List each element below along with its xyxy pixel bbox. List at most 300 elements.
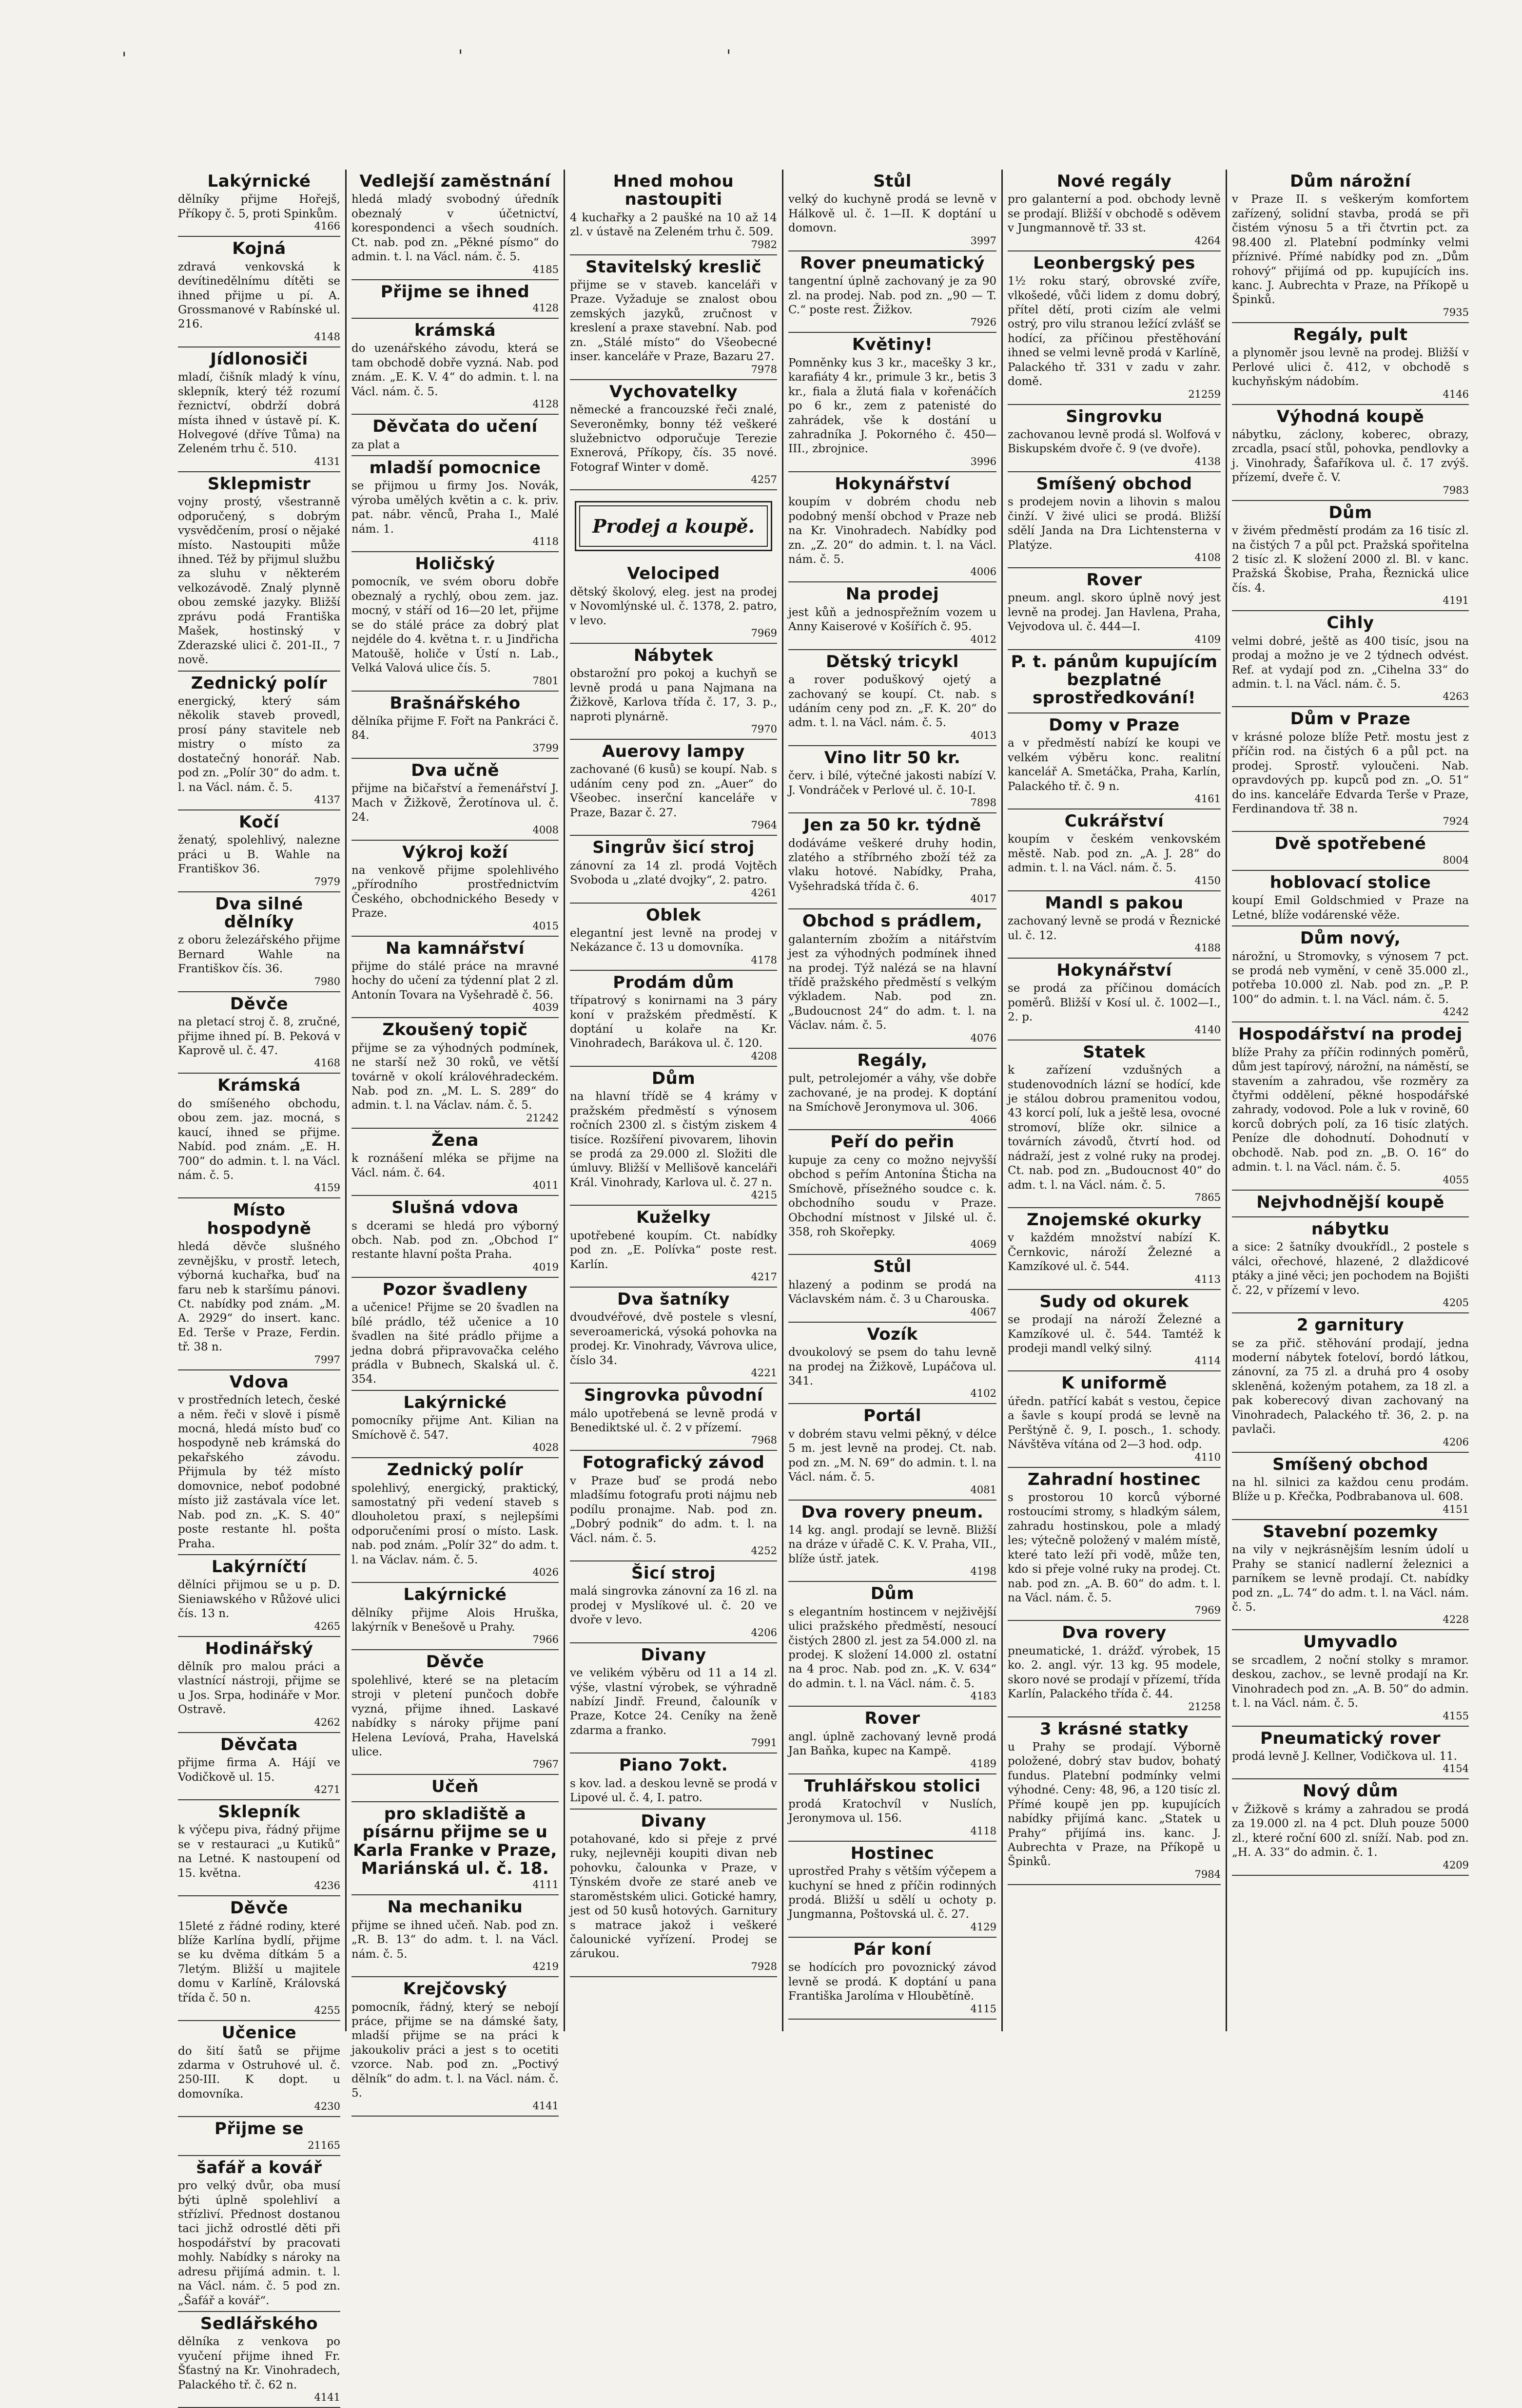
ad-number: 7979 xyxy=(314,875,340,887)
classified-ad xyxy=(351,1391,559,1458)
ad-number: 7983 xyxy=(1443,484,1469,496)
classified-ad xyxy=(1232,1022,1469,1190)
classified-ad xyxy=(178,2021,340,2117)
ad-text: 15leté z řádné rodiny, které blíže Karlína bydlí, přijme se ku dvěma dítkám 5 a 7letým. Bližší u majitele domu v Karlíně, Královská třída č. 50 n. xyxy=(178,1920,340,2004)
ad-heading: Výkroj koží xyxy=(402,842,508,862)
ad-number: 4255 xyxy=(314,2004,340,2017)
ad-number: 4228 xyxy=(1443,1614,1469,1626)
ad-heading: Auerovy lampy xyxy=(602,742,745,762)
ad-heading: Zednický polír xyxy=(191,673,328,693)
ad-number: 4217 xyxy=(751,1271,777,1283)
ad-text: a v předměstí nabízí ke koupi ve velkém výběru konc. realitní kancelář A. Smetáčka, Praha, Karlín, Palackého tř. č. 9 n. xyxy=(1008,737,1221,793)
classified-ad xyxy=(351,1977,559,2116)
ad-number: 4252 xyxy=(751,1545,777,1557)
ad-text: hledá děvče slušného zevnějšku, v prostř. letech, výborná kuchařka, buď na faru neb k staršímu pánovi. Ct. nabídky pod znám. „M. A. 2929“ do insert. kanc. Ed. Terše v Praze, Ferdin. tř. 38 n. xyxy=(178,1240,340,1354)
ad-number: 7865 xyxy=(1194,1192,1221,1204)
classified-ad xyxy=(351,1775,559,1802)
ad-text: úředn. patřící kabát s vestou, čepice a šavle s koupí prodá se levně na Perštýně č. 9, I. posch., 1. schody. Návštěva vítána od 2—3 hod. odp. xyxy=(1008,1395,1221,1451)
classified-ad xyxy=(351,1650,559,1775)
ad-number: 7924 xyxy=(1443,815,1469,828)
classified-ad xyxy=(788,582,996,650)
ad-number: 7969 xyxy=(1194,1604,1221,1617)
ad-text: přijme na bičařství a řemenářství J. Mach v Žižkově, Žerotínova ul. č. 24. xyxy=(351,782,559,824)
classified-ad xyxy=(351,456,559,552)
ad-heading: Dva rovery pneum. xyxy=(801,1502,984,1522)
classified-ad xyxy=(178,170,340,237)
section-banner xyxy=(575,501,772,551)
ad-number: 4208 xyxy=(751,1050,777,1062)
ad-number: 4219 xyxy=(532,1961,559,1973)
ad-number: 4183 xyxy=(970,1690,996,1702)
ad-number: 4131 xyxy=(314,455,340,467)
ad-number: 4039 xyxy=(532,1002,559,1014)
ad-heading: Vedlejší zaměstnání xyxy=(359,172,551,191)
ad-heading: Sedlářského xyxy=(200,2314,318,2334)
classified-ad xyxy=(1232,1630,1469,1726)
ad-heading: Holičský xyxy=(415,554,495,574)
ad-heading: Mandl s pakou xyxy=(1045,893,1184,913)
classified-ad xyxy=(788,251,996,333)
classified-ad xyxy=(351,841,559,937)
classified-ad xyxy=(1232,1453,1469,1520)
ad-number: 4140 xyxy=(1194,1023,1221,1036)
classified-ad xyxy=(1008,1290,1221,1372)
column-3 xyxy=(564,170,782,2031)
classified-ad xyxy=(1008,472,1221,568)
ad-heading: krámská xyxy=(414,320,496,340)
ad-text: v Praze buď se prodá nebo mladšímu fotografu proti nájmu neb podílu pronajme. Nab. pod zn. „Dobrý podnik“ do adm. t. l. na Václ. nám. č. 5. xyxy=(570,1474,777,1545)
classified-ad xyxy=(351,1278,559,1391)
classified-ad xyxy=(788,1582,996,1707)
ad-number: 4209 xyxy=(1443,1859,1469,1871)
ad-heading: Na kamnářství xyxy=(386,938,525,958)
ad-text: prodá Kratochvíl v Nuslích, Jeronymova ul. 156. xyxy=(788,1797,996,1825)
ad-number: 21165 xyxy=(308,2139,340,2151)
ad-text: a učenice! Přijme se 20 švadlen na bílé prádlo, též učenice a 10 švadlen na šité prádlo přijme a jedna dobrá připravovačka celého prádla v Bubnech, Skalská ul. č. 354. xyxy=(351,1301,559,1386)
ad-number: 7801 xyxy=(532,674,559,687)
classified-ad xyxy=(1232,1313,1469,1452)
classified-ad xyxy=(178,237,340,347)
ad-text: zdravá venkovská k devítinedělnímu dítěti se ihned přijme u pí. A. Grossmanové v Rabínské ul. 216. xyxy=(178,260,340,331)
ad-number: 7984 xyxy=(1194,1868,1221,1880)
ad-number: 4264 xyxy=(1194,234,1221,247)
classified-ad xyxy=(788,1501,996,1582)
ad-heading: Dům xyxy=(1328,502,1372,522)
classified-ad xyxy=(178,1198,340,1370)
classified-ad xyxy=(351,692,559,759)
classified-ad xyxy=(570,1288,777,1384)
classified-ad xyxy=(1232,871,1469,926)
ad-heading: Vychovatelky xyxy=(609,382,738,402)
ad-number: 4178 xyxy=(751,954,777,966)
ad-text: s prostorou 10 korců výborné rostoucími stromy, s hladkým sálem, zahradu hostinskou, pole a mladý les; výtečně položený v malém místě, které tato leží při vodě, může ten, kdo si přeje volné ruky na prodej. Ct. nab. pod zn. „A. B. 60“ do adm. t. l. na Václ. nám. č. 5. xyxy=(1008,1491,1221,1605)
ad-number: 4113 xyxy=(1194,1273,1221,1285)
ad-text: zachovaný levně se prodá v Řeznické ul. č. 12. xyxy=(1008,915,1221,942)
section-banner-title: Prodej a koupě. xyxy=(579,505,768,547)
ad-number: 7968 xyxy=(751,1434,777,1446)
ad-heading: mladší pomocnice xyxy=(369,458,541,478)
classified-ad xyxy=(570,1810,777,1977)
ad-text: a sice: 2 šatníky dvoukřídl., 2 postele s válci, ořechové, hlazené, 2 dlaždicové ptáky a jiné věci; jen pochodem na Bojišti č. 22, v přízemí v levo. xyxy=(1232,1241,1469,1297)
ad-heading: Jídlonosiči xyxy=(210,349,308,369)
classified-ad xyxy=(178,1074,340,1198)
ad-heading: Dvě spotřebené xyxy=(1274,834,1426,854)
ad-text: s elegantním hostincem v nejživější ulici pražského předměstí, nesoucí čistých 2800 zl. jest za 54.000 zl. na prodej. K složení 14.000 zl. ostatní na 4 proc. Nab. pod zn. „K. V. 634“ do admin. t. l. na Václ. nám. č. 5. xyxy=(788,1605,996,1690)
classified-ad xyxy=(570,1451,777,1561)
ad-heading: Kojná xyxy=(232,239,286,259)
classified-ad xyxy=(1008,1468,1221,1621)
classified-ad xyxy=(570,836,777,903)
ad-heading: Na mechaniku xyxy=(387,1897,523,1917)
ad-number: 7966 xyxy=(532,1634,559,1646)
ad-text: se přijmou u firmy Jos. Novák, výroba umělých květin a c. k. priv. pat. nábr. věnců, Praha I., Malé nám. 1. xyxy=(351,480,559,536)
classified-ad xyxy=(1008,1371,1221,1467)
ad-number: 4206 xyxy=(751,1626,777,1638)
ad-heading: Zahradní hostinec xyxy=(1027,1469,1201,1489)
ad-heading: Statek xyxy=(1083,1042,1146,1062)
ad-heading: Stůl xyxy=(873,172,912,191)
ad-heading: Děvčata do učení xyxy=(372,417,538,437)
classified-ad xyxy=(570,740,777,836)
ad-number: 4076 xyxy=(970,1032,996,1044)
ad-text: z oboru železářského přijme Bernard Wahle na Františkov čís. 36. xyxy=(178,934,340,976)
classified-ad xyxy=(1232,707,1469,832)
ad-text: na venkově přijme spolehlivého „přírodního prostřednictvím Českého, obchodnického Besedy v Praze. xyxy=(351,864,559,920)
ad-text: koupím v českém venkovském městě. Nab. pod zn. „A. J. 28“ do admin. t. l. na Václ. nám. č. 5. xyxy=(1008,833,1221,875)
classified-ad xyxy=(788,1130,996,1255)
classified-ad xyxy=(1008,1040,1221,1208)
ad-heading: Žena xyxy=(431,1130,479,1150)
ad-number: 4067 xyxy=(970,1306,996,1318)
ad-text: koupím v dobrém chodu neb podobný menší obchod v Praze neb na Kr. Vinohradech. Nabídky pod zn. „Z. 20“ do admin. t. l. na Václ. nám. č. 5. xyxy=(788,496,996,566)
classified-ad xyxy=(178,672,340,810)
classified-ad xyxy=(1008,1208,1221,1290)
ad-heading: Děvče xyxy=(230,994,289,1014)
ad-heading: Stavební pozemky xyxy=(1263,1522,1438,1541)
ad-number: 4141 xyxy=(314,2391,340,2404)
ad-text: na hlavní třídě se 4 krámy v pražském předměstí s výnosem ročních 2300 zl. s čistým ziskem 4 tisíce. Rozšíření pivovarem, lihovin se prodá za 29.000 zl. Složiti dle úmluvy. Bližší v Mellišově kanceláři Král. Vinohrady, Karlova ul. č. 27 n. xyxy=(570,1090,777,1189)
classified-ad xyxy=(788,170,996,251)
ad-number: 4206 xyxy=(1443,1436,1469,1448)
ad-text: na pletací stroj č. 8, zručné, přijme ihned pí. B. Peková v Kaprově ul. č. 47. xyxy=(178,1016,340,1058)
ad-number: 4055 xyxy=(1443,1174,1469,1186)
ad-text: velmi dobré, ještě as 400 tisíc, jsou na prodaj a možno je ve 2 týdnech odvést. Ref. at vydají pod zn. „Cihelna 33“ do admin. t. l. na Václ. nám. č. 5. xyxy=(1232,635,1469,691)
classified-ad xyxy=(788,333,996,472)
ad-text: červ. i bílé, výtečné jakosti nabízí V. J. Vondráček v Perlové ul. č. 10-I. xyxy=(788,770,996,797)
ad-text: na hl. silnici za každou cenu prodám. Blíže u p. Křečka, Podbrabanova ul. 608. xyxy=(1232,1476,1469,1503)
ad-text: přijme se ihned učeň. Nab. pod zn. „R. B. 13“ do adm. t. l. na Václ. nám. č. 5. xyxy=(351,1919,559,1961)
ad-number: 7969 xyxy=(751,627,777,639)
ad-text: v Praze II. s veškerým komfortem zařízený, solidní stavba, prodá se při čistém výnosu 5 a tři čtvrtin pct. za 98.400 zl. Platební podmínky velmi příznivé. Přímé nabídky pod zn. „Dům rohový“ přijímá od pp. kupujících ins. kanc. J. Aubrechta v Praze, na Příkopě u Špinků. xyxy=(1232,193,1469,307)
ad-number: 4168 xyxy=(314,1057,340,1069)
ad-heading: Oblek xyxy=(645,905,702,925)
ad-number: 4150 xyxy=(1194,874,1221,886)
ad-heading: Přijme se xyxy=(214,2119,304,2139)
ad-number: 4151 xyxy=(1443,1503,1469,1515)
classified-ad xyxy=(351,1458,559,1583)
ad-number: 4011 xyxy=(532,1179,559,1192)
ad-heading: Zednický polír xyxy=(387,1460,524,1480)
ad-text: dělník pro malou práci a vlastnící nástroji, přijme se u Jos. Srpa, hodináře v Mor. Ostravě. xyxy=(178,1660,340,1716)
ad-heading: K uniformě xyxy=(1061,1373,1167,1393)
classified-ad xyxy=(178,2117,340,2156)
classified-ad xyxy=(178,1733,340,1800)
ad-text: do šití šatů se přijme zdarma v Ostruhové ul. č. 250-III. K dopt. u domovníka. xyxy=(178,2044,340,2100)
ad-number: 4128 xyxy=(532,398,559,410)
ad-number: 4110 xyxy=(1194,1451,1221,1463)
ad-number: 4141 xyxy=(532,2100,559,2112)
classified-ad xyxy=(178,1800,340,1896)
classified-ad xyxy=(570,255,777,380)
ad-text: se prodají na nároží Železné a Kamzíkové ul. č. 544. Tamtéž k prodeji mandl velký silný. xyxy=(1008,1313,1221,1355)
classified-ad xyxy=(351,759,559,841)
ad-text: ženatý, spolehlivý, nalezne práci u B. Wahle na Františkov 36. xyxy=(178,834,340,876)
ad-text: přijme se za výhodných podmínek, ne starší než 30 roků, ve větší továrně v okolí královéhradeckém. Nab. pod zn. „M. L. S. 289“ do admin. t. l. na Václav. nám. č. 5. xyxy=(351,1041,559,1112)
classified-ad xyxy=(1008,959,1221,1040)
ad-text: hledá mladý svobodný úředník obeznalý v účetnictví, korespondenci a všech soudních. Ct. nab. pod zn. „Pěkné písmo“ do admin. t. l. na Václ. nám. č. 5. xyxy=(351,193,559,264)
classified-ad xyxy=(788,650,996,746)
ad-number: 4236 xyxy=(314,1880,340,1892)
classified-ad xyxy=(570,904,777,971)
classified-ad xyxy=(178,2156,340,2312)
ad-text: k zařízení vzdušných a studenovodních lázní se hodící, kde je stálou dobrou pramenitou vodou, 43 korcí polí, luk a ještě lesa, ovocné stromoví, blíže okr. silnice a továrních závodů, čtvrtí hod. od nádraží, jest z volné ruky na prodej. Ct. nab. pod zn. „Budoucnost 40“ do adm. t. l. na Václ. nám. č. 5. xyxy=(1008,1064,1221,1192)
classified-ad xyxy=(351,552,559,691)
ad-number: 4261 xyxy=(751,886,777,899)
ad-text: se srcadlem, 2 noční stolky s mramor. deskou, zachov., se levně prodají na Kr. Vinohradech pod zn. „A. B. 50“ do admin. t. l. na Václ. nám. č. 5. xyxy=(1232,1654,1469,1710)
ad-heading: Květiny! xyxy=(852,335,933,355)
classified-ad xyxy=(351,937,559,1019)
ad-heading: Dva silné dělníky xyxy=(215,894,303,932)
ad-heading: Piano 7okt. xyxy=(619,1755,728,1775)
ad-text: dělníci přijmou se u p. D. Sieniawského v Růžové ulici čís. 13 n. xyxy=(178,1579,340,1620)
classified-ad xyxy=(1008,650,1221,713)
ad-number: 4189 xyxy=(970,1757,996,1770)
ad-text: a plynoměr jsou levně na prodej. Bližší v Perlové ulici č. 412, v obchodě s kuchyňským nádobím. xyxy=(1232,347,1469,388)
ad-text: spolehlivé, které se na pletacím stroji v pletení punčoch dobře vyzná, přijme ihned. Laskavé nabídky s nároky přijme paní Helena Levíová, Praha, Havelská ulice. xyxy=(351,1674,559,1759)
ad-text: přijme do stálé práce na mravné hochy do učení za týdenní plat 2 zl. Antonín Tovara na Vyšehradě č. 56. xyxy=(351,960,559,1002)
classified-ad xyxy=(570,380,777,491)
ad-text: k výčepu piva, řádný přijme se v restauraci „u Kutiků“ na Letné. K nastoupení od 15. května. xyxy=(178,1824,340,1880)
ad-heading: Vino litr 50 kr. xyxy=(824,748,961,768)
ad-number: 21242 xyxy=(526,1112,559,1124)
column-2 xyxy=(345,170,564,2112)
classified-ad xyxy=(1232,1727,1469,1780)
classified-ad xyxy=(570,1384,777,1451)
ad-text: vojny prostý, všestranně odporučený, s dobrým vysvědčením, prosí o nějaké místo. Nastoupiti může ihned. Též by přijmul službu za sluhu v některém velkozávodě. Znalý plynně obou zemské jazyky. Bližší zprávu podá Františka Mašek, hostinský v Zderazské ulici č. 201-II., 7 nově. xyxy=(178,496,340,667)
ad-text: s kov. lad. a deskou levně se prodá v Lipové ul. č. 4, I. patro. xyxy=(570,1777,777,1805)
ad-number: 7926 xyxy=(970,316,996,328)
ad-heading: Pneumatický rover xyxy=(1260,1728,1441,1748)
ad-text: málo upotřebená se levně prodá v Benediktské ul. č. 2 v přízemí. xyxy=(570,1407,777,1435)
ad-heading: Lakýrnické xyxy=(207,172,311,191)
ad-number: 4111 xyxy=(532,1879,559,1891)
ad-heading: Dům xyxy=(651,1068,696,1088)
ad-heading: Prodám dům xyxy=(613,972,734,992)
ad-heading: Dva učně xyxy=(411,760,499,780)
ad-number: 7964 xyxy=(751,819,777,831)
ad-heading: Truhlářskou stolici xyxy=(804,1776,981,1796)
ad-number: 4118 xyxy=(970,1825,996,1837)
ad-heading: Portál xyxy=(863,1406,921,1426)
classified-ad xyxy=(1008,1621,1221,1717)
ad-heading: Zkoušený topič xyxy=(382,1020,528,1040)
ad-text: pneumatické, 1. drážď. výrobek, 15 ko. 2. angl. výr. 13 kg. 95 modele, skoro nové se prodají v přízemí, třída Karlín, Palackého třída č. 44. xyxy=(1008,1644,1221,1701)
classified-ad xyxy=(570,1561,777,1643)
ad-number: 7997 xyxy=(314,1353,340,1366)
ad-number: 4205 xyxy=(1443,1297,1469,1309)
ad-text: se prodá za příčinou domácích poměrů. Bližší v Kosí ul. č. 1002—I., 2. p. xyxy=(1008,982,1221,1024)
ad-heading: šafář a kovář xyxy=(196,2158,322,2177)
ad-heading: Přijme se ihned xyxy=(380,282,530,302)
ad-heading: Stůl xyxy=(873,1257,912,1277)
ad-heading: 2 garnitury xyxy=(1296,1315,1405,1335)
ad-heading: hoblovací stolice xyxy=(1269,872,1431,892)
classified-ad xyxy=(178,1370,340,1555)
ad-heading: Sklepmistr xyxy=(207,474,311,494)
ad-heading: Hned mohou nastoupiti xyxy=(613,172,734,210)
classified-ad xyxy=(178,347,340,472)
ad-heading: Singrův šicí stroj xyxy=(592,838,755,858)
ad-heading: Hostinec xyxy=(850,1843,935,1863)
ad-text: pult, petrolejomér a váhy, vše dobře zachované, je na prodej. K doptání na Smíchově Jeronymova ul. 306. xyxy=(788,1072,996,1114)
ad-number: 4161 xyxy=(1194,793,1221,805)
ad-heading: Rover pneumatický xyxy=(800,253,985,273)
ad-number: 4118 xyxy=(532,536,559,548)
classified-ad xyxy=(351,1802,559,1896)
ad-text: zachované (6 kusů) se koupí. Nab. s udáním ceny pod zn. „Auer“ do Všeobec. inserční kanceláře v Praze, Bazar č. 27. xyxy=(570,763,777,819)
classified-ad xyxy=(788,1842,996,1938)
classified-ad xyxy=(351,319,559,415)
ad-text: spolehlivý, energický, praktický, samostatný při vedení staveb s dlouholetou praxí, s nejlepšími odporučeními prosí o místo. Lask. nab. pod znám. „Polír 32“ do adm. t. l. na Václav. nám. č. 5. xyxy=(351,1482,559,1566)
ad-heading: Brašnářského xyxy=(390,693,521,713)
classified-ad xyxy=(788,909,996,1048)
ad-text: v Žižkově s krámy a zahradou se prodá za 19.000 zl. na 4 pct. Dluh pouze 5000 zl., které roční 600 zl. sníží. Nab. pod zn. „H. A. 33“ do admin. č. 1. xyxy=(1232,1803,1469,1859)
ad-heading: Domy v Praze xyxy=(1049,715,1180,735)
ad-text: k roznášení mléka se přijme na Václ. nám. č. 64. xyxy=(351,1152,559,1179)
ad-text: Pomněnky kus 3 kr., macešky 3 kr., karafiáty 4 kr., primule 3 kr., betis 3 kr., fiala a žlutá fiala v kořenáčích po 6 kr., zem z patenisté do zahrádek, vše k dostání u zahradníka J. Pokorného č. 450—III., zbrojnice. xyxy=(788,356,996,456)
ad-text: pro velký dvůr, oba musí býti úplně spolehliví a střízliví. Přednost dostanou taci jichž odrostlé děti při hospodářství by pracovati mohly. Nabídky s nároky na adresu přijímá admin. t. l. na Václ. nám. č. 5 pod zn. „Šafář a kovář“. xyxy=(178,2179,340,2307)
ad-text: angl. úplně zachovaný levně prodá Jan Baňka, kupec na Kampě. xyxy=(788,1730,996,1758)
ad-number: 4115 xyxy=(970,2003,996,2015)
ad-text: dodáváme veškeré druhy hodin, zlatého a stříbrného zboží též za vlaku hotové. Nabídky, Praha, Vyšehradská třída č. 6. xyxy=(788,837,996,893)
ad-text: přijme se v staveb. kanceláři v Praze. Vyžaduje se znalost obou zemských jazyků, zručnost v kreslení a praxe stavební. Nab. pod zn. „Stálé místo“ do Všeobecné inser. kanceláře v Praze, Bazaru 27. xyxy=(570,279,777,364)
ad-number: 4198 xyxy=(970,1565,996,1578)
ad-heading: Singrovka původní xyxy=(584,1386,763,1406)
ad-text: zachovanou levně prodá sl. Wolfová v Biskupském dvoře č. 9 (ve dvoře). xyxy=(1008,428,1221,456)
ad-text: nábytku, záclony, koberec, obrazy, zrcadla, psací stůl, pohovka, pendlovky a j. Vinohrady, Šafaříkova ul. č. 17 zvýš. přízemí, dveře č. V. xyxy=(1232,428,1469,484)
ad-text: galanterním zbožím a nitářstvím jest za výhodných podmínek ihned na prodej. Týž nalézá se na hlavní třídě pražského předměstí s velkým výkladem. Nab. pod zn. „Budoucnost 24“ do adm. t. l. na Václav. nám. č. 5. xyxy=(788,933,996,1032)
ad-text: s dcerami se hledá pro výborný obch. Nab. pod zn. „Obchod I“ restante hlavní pošta Praha. xyxy=(351,1219,559,1261)
classified-ad xyxy=(351,1018,559,1129)
classified-ad xyxy=(178,472,340,672)
ad-heading: Rover xyxy=(1086,570,1142,590)
ad-heading: P. t. pánům kupujícím bezplatné sprostředkování! xyxy=(1011,652,1218,708)
ad-heading: Dům xyxy=(870,1584,915,1604)
ad-heading: Umyvadlo xyxy=(1303,1632,1398,1652)
classified-ad xyxy=(178,810,340,892)
classified-ad xyxy=(351,170,559,280)
classified-ad xyxy=(1008,1717,1221,1885)
margin-mark: ' xyxy=(726,46,731,66)
classified-ad xyxy=(788,472,996,583)
classified-ad xyxy=(351,1583,559,1650)
ad-number: 4108 xyxy=(1194,552,1221,563)
ad-text: upotřebené koupím. Ct. nabídky pod zn. „E. Polívka“ poste rest. Karlín. xyxy=(570,1229,777,1271)
classified-ad xyxy=(351,415,559,456)
classified-ad xyxy=(570,170,777,255)
ad-number: 4271 xyxy=(314,1784,340,1796)
ad-heading: Stavitelský kreslič xyxy=(585,257,761,277)
margin-mark: ' xyxy=(458,46,463,66)
ad-text: v krásné poloze blíže Petř. mostu jest z příčin rod. na čistých 6 a půl pct. na prodej. Sprostř. vyloučeni. Nab. opravdových pp. kupců pod zn. „O. 51“ do ins. kanceláře Edvarda Terše v Praze, Ferdinandova tř. 38 n. xyxy=(1232,731,1469,816)
ad-number: 4069 xyxy=(970,1238,996,1251)
ad-heading: Dům v Praze xyxy=(1290,709,1411,729)
column-1 xyxy=(173,170,345,2404)
ad-text: elegantní jest levně na prodej v Nekázance č. 13 u domovníka. xyxy=(570,926,777,954)
classified-ad xyxy=(788,1707,996,1774)
ad-number: 7967 xyxy=(532,1758,559,1771)
ad-heading: Pozor švadleny xyxy=(382,1279,528,1299)
ad-text: uprostřed Prahy s větším výčepem a kuchyní se hned z příčin rodinných prodá. Bližší u sdělí u ochoty p. Jungmanna, Poštovská ul. č. 27. xyxy=(788,1865,996,1921)
ad-text: německé a francouzské řeči znalé, Severoněmky, bonny též veškeré služebnictvo odporučuje Terezie Exnerová, Příkopy, čís. 35 nové. Fotograf Winter v domě. xyxy=(570,404,777,474)
ad-heading: Znojemské okurky xyxy=(1027,1210,1202,1230)
ad-heading: Výhodná koupě xyxy=(1276,406,1424,426)
column-4 xyxy=(782,170,1001,2031)
ad-heading: Regály, xyxy=(857,1050,928,1070)
classifieds-grid xyxy=(173,170,1474,2404)
ad-number: 4008 xyxy=(532,824,559,836)
ad-text: jest kůň a jednospřežním vozem u Anny Kaiserové v Košířích č. 95. xyxy=(788,606,996,634)
ad-number: 7928 xyxy=(751,1960,777,1972)
ad-text: 14 kg. angl. prodají se levně. Bližší na dráze v úřadě C. K. V. Praha, VII., blíže ústř. jatek. xyxy=(788,1523,996,1565)
classified-ad xyxy=(1008,170,1221,251)
classified-ad xyxy=(788,1774,996,1842)
ad-text: potahované, kdo si přeje z prvé ruky, nejlevněji koupiti divan neb pohovku, čalounka v Praze, v Týnském dvoře ze staré aneb ve staroměstském ulici. Gotické hamry, jest od 50 kusů hotových. Garnitury s matrace jakož i veškeré čalounické vyřízení. Prodej se zárukou. xyxy=(570,1832,777,1961)
ad-heading: Učenice xyxy=(221,2023,297,2043)
ad-heading: Nábytek xyxy=(633,645,714,665)
ad-heading: Pár koní xyxy=(853,1939,932,1959)
ad-number: 4155 xyxy=(1443,1710,1469,1722)
ad-heading: Sudy od okurek xyxy=(1039,1291,1189,1311)
ad-number: 4026 xyxy=(532,1566,559,1579)
ad-text: v každém množství nabízí K. Černkovic, nároží Železné a Kamzíkové ul. č. 544. xyxy=(1008,1232,1221,1273)
ad-number: 4013 xyxy=(970,729,996,741)
classified-ad xyxy=(788,746,996,813)
ad-number: 7980 xyxy=(314,975,340,987)
classified-ad xyxy=(570,971,777,1067)
ad-heading: Krámská xyxy=(217,1076,301,1096)
ad-text: velký do kuchyně prodá se levně v Hálkově ul. č. 1—II. K doptání u domovn. xyxy=(788,193,996,235)
ad-heading: Rover xyxy=(864,1709,920,1729)
classified-ad xyxy=(351,1196,559,1278)
ad-text: dělníky přijme Alois Hruška, lakýrník v Benešově u Prahy. xyxy=(351,1606,559,1634)
classified-ad xyxy=(351,1129,559,1196)
ad-number: 4263 xyxy=(1443,691,1469,703)
ad-number: 4215 xyxy=(751,1189,777,1201)
ad-text: blíže Prahy za příčin rodinných poměrů, dům jest tapírový, nárožní, na náměstí, se stavením a zahradou, vše rozměry za čtyřmi oddělení, pěkné hospodářské zahrady, vodovod. Pole a luk v rovině, 60 korců dobrých polí, za 16 tisíc zlatých. Peníze dle dohodnutí. Dohodnutí v obchodě. Nab. pod zn. „B. O. 16“ do admin. t. l. na Václ. nám. č. 5. xyxy=(1232,1046,1469,1174)
ad-text: třípatrový s konirnami na 3 páry koní v pražském předměstí. K doptání u kolaře na Kr. Vinohradech, Barákova ul. č. 120. xyxy=(570,994,777,1050)
classified-ad xyxy=(351,280,559,319)
ad-text: pomocník, ve svém oboru dobře obeznalý a rychlý, obou zem. jaz. mocný, v stáří od 16—20 let, přijme se do stálé práce za dobrý plat nejdéle do 4. května t. r. u Jindřicha Matoušě, holiče v Ústí n. Lab., Velká Valová ulice čís. 5. xyxy=(351,576,559,675)
ad-number: 4129 xyxy=(970,1921,996,1933)
classified-ad xyxy=(788,1049,996,1131)
ad-heading: pro skladiště a písárnu přijme se u Karla Franke v Praze, Mariánská ul. č. 18. xyxy=(353,1804,557,1879)
ad-number: 4159 xyxy=(314,1182,340,1194)
classified-ad xyxy=(1232,1217,1469,1313)
ad-heading: Obchod s prádlem, xyxy=(802,911,983,931)
ad-number: 4230 xyxy=(314,2100,340,2113)
ad-text: se hodících pro povoznický závod levně se prodá. K doptání u pana Františka Jarolíma v Hloubětíně. xyxy=(788,1961,996,2003)
